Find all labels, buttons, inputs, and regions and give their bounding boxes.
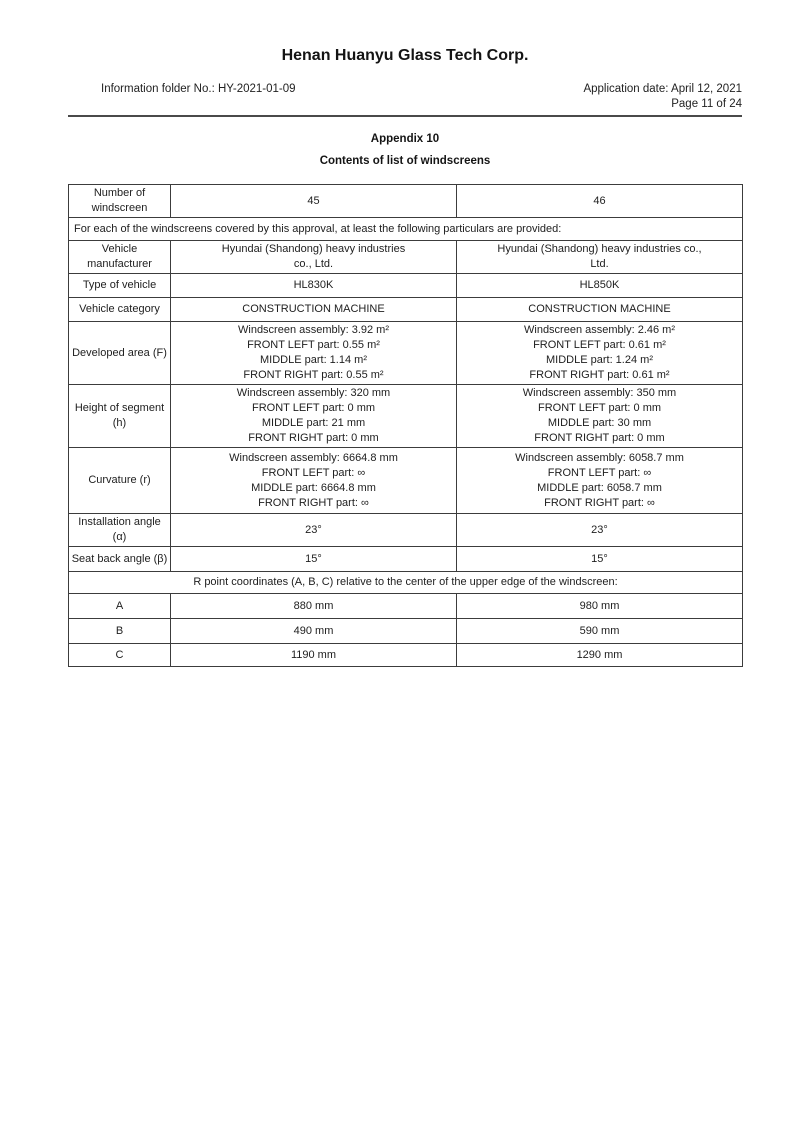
cell-line: Ltd.: [590, 258, 609, 270]
cell-line: FRONT LEFT part: 0.61 m²: [533, 339, 666, 351]
cell-line: FRONT RIGHT part: ∞: [258, 496, 369, 509]
value-cell: [457, 322, 743, 385]
value-cell: 15°: [171, 547, 457, 572]
table-row: [69, 448, 743, 514]
cell-line: FRONT LEFT part: 0 mm: [251, 402, 376, 414]
company-title: Henan Huanyu Glass Tech Corp.: [281, 47, 529, 64]
value-cell: [457, 448, 743, 514]
cell-line: Windscreen assembly: 6058.7 mm: [515, 451, 684, 464]
value-cell: 23°: [171, 514, 457, 547]
value-cell: 590 mm: [457, 619, 743, 644]
span-row-text: R point coordinates (A, B, C) relative to the center of the upper edge of the windscreen:: [69, 572, 743, 594]
value-cell: 880 mm: [171, 594, 457, 619]
value-cell: 1290 mm: [457, 644, 743, 667]
cell-line: FRONT RIGHT part: ∞: [544, 496, 655, 509]
value-cell: 46: [457, 185, 743, 218]
cell-line: Windscreen assembly: 6664.8 mm: [229, 451, 398, 464]
value-cell: 45: [171, 185, 457, 218]
cell-line: FRONT RIGHT part: 0 mm: [248, 432, 379, 444]
value-cell: 490 mm: [171, 619, 457, 644]
table-row: [69, 322, 743, 385]
page-indicator: Page 11 of 24: [671, 98, 742, 110]
cell-line: MIDDLE part: 1.14 m²: [260, 354, 367, 366]
cell-line: Hyundai (Shandong) heavy industries co.,: [497, 243, 702, 255]
page-content: [68, 0, 742, 667]
table-row: [69, 385, 743, 448]
appendix-title: Appendix 10: [370, 133, 440, 145]
document-meta: [68, 82, 742, 112]
appendix-subtitle: Contents of list of windscreens: [319, 155, 491, 167]
windscreen-table: [68, 184, 743, 667]
value-cell: HL830K: [171, 274, 457, 298]
cell-line: Height of segment: [74, 402, 165, 414]
cell-line: MIDDLE part: 6058.7 mm: [537, 481, 662, 494]
application-date: Application date: April 12, 2021: [583, 83, 742, 95]
header-divider: [68, 115, 742, 117]
table-row: [69, 218, 743, 241]
cell-line: FRONT LEFT part: 0.55 m²: [247, 339, 380, 351]
cell-line: co., Ltd.: [293, 258, 334, 270]
cell-line: manufacturer: [87, 258, 152, 270]
cell-line: FRONT LEFT part: ∞: [261, 466, 366, 479]
row-label: [69, 385, 171, 448]
table-row: [69, 644, 743, 667]
row-label: [69, 514, 171, 547]
table-row: [69, 514, 743, 547]
cell-line: FRONT RIGHT part: 0 mm: [534, 432, 665, 444]
cell-line: Vehicle: [101, 243, 138, 255]
cell-line: Windscreen assembly: 2.46 m²: [524, 324, 675, 336]
row-label: Vehicle category: [69, 298, 171, 322]
value-cell: CONSTRUCTION MACHINE: [457, 298, 743, 322]
cell-line: FRONT RIGHT part: 0.55 m²: [243, 369, 384, 381]
span-row-text: For each of the windscreens covered by this approval, at least the following particulars are provided:: [69, 218, 743, 241]
row-label: Curvature (r): [69, 448, 171, 514]
cell-line: MIDDLE part: 6664.8 mm: [251, 481, 376, 494]
meta-right-block: [583, 82, 742, 112]
cell-line: (α): [112, 531, 127, 543]
value-cell: 23°: [457, 514, 743, 547]
row-label: Developed area (F): [69, 322, 171, 385]
cell-line: (h): [112, 417, 127, 429]
value-cell: [171, 322, 457, 385]
table-row: [69, 241, 743, 274]
cell-line: Windscreen assembly: 350 mm: [522, 387, 677, 399]
value-cell: 15°: [457, 547, 743, 572]
cell-line: Hyundai (Shandong) heavy industries: [221, 243, 406, 255]
cell-line: MIDDLE part: 21 mm: [261, 417, 366, 429]
row-label: B: [69, 619, 171, 644]
value-cell: 980 mm: [457, 594, 743, 619]
value-cell: CONSTRUCTION MACHINE: [171, 298, 457, 322]
row-label: Seat back angle (β): [69, 547, 171, 572]
cell-line: FRONT RIGHT part: 0.61 m²: [529, 369, 670, 381]
value-cell: [457, 241, 743, 274]
value-cell: 1190 mm: [171, 644, 457, 667]
table-row: [69, 619, 743, 644]
table-row: [69, 274, 743, 298]
table-row: [69, 185, 743, 218]
value-cell: HL850K: [457, 274, 743, 298]
cell-line: Windscreen assembly: 320 mm: [236, 387, 391, 399]
value-cell: [171, 385, 457, 448]
cell-line: windscreen: [91, 202, 148, 214]
cell-line: Number of: [93, 187, 146, 199]
row-label: Type of vehicle: [69, 274, 171, 298]
table-row: [69, 572, 743, 594]
table-row: [69, 547, 743, 572]
row-label: C: [69, 644, 171, 667]
row-label: A: [69, 594, 171, 619]
cell-line: Windscreen assembly: 3.92 m²: [238, 324, 389, 336]
row-label: [69, 185, 171, 218]
windscreen-table-body: [69, 185, 743, 667]
row-label: [69, 241, 171, 274]
cell-line: FRONT LEFT part: 0 mm: [537, 402, 662, 414]
cell-line: FRONT LEFT part: ∞: [547, 466, 652, 479]
table-row: [69, 594, 743, 619]
cell-line: MIDDLE part: 30 mm: [547, 417, 652, 429]
value-cell: [171, 448, 457, 514]
table-row: [69, 298, 743, 322]
information-folder-number: Information folder No.: HY-2021-01-09: [101, 83, 296, 95]
cell-line: MIDDLE part: 1.24 m²: [546, 354, 653, 366]
cell-line: Installation angle: [78, 516, 161, 528]
value-cell: [457, 385, 743, 448]
value-cell: [171, 241, 457, 274]
